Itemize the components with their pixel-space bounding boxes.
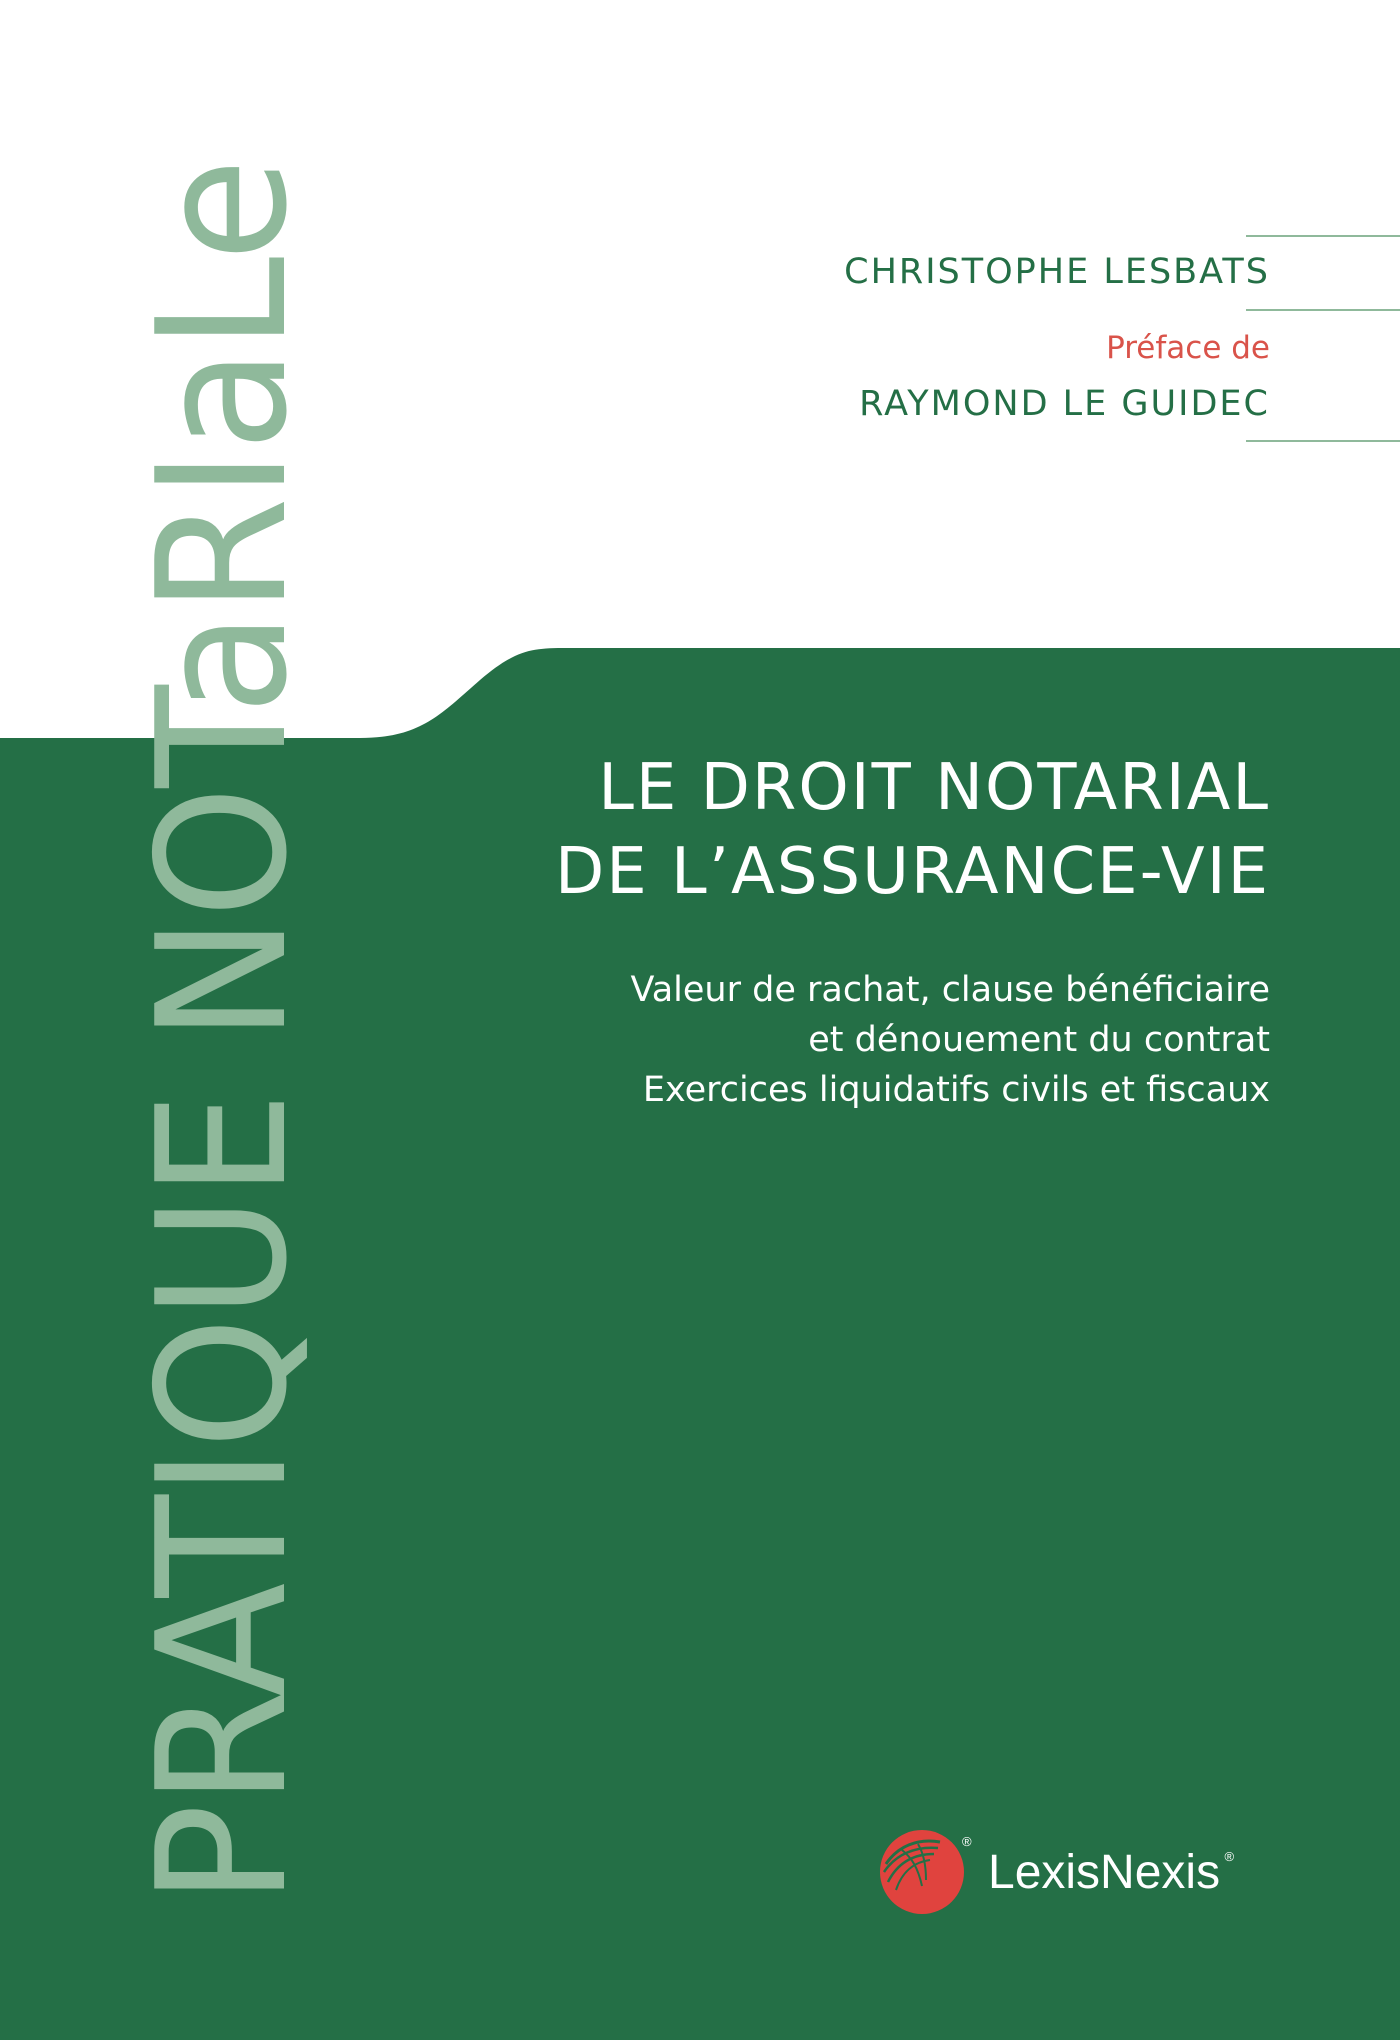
divider-middle — [1246, 309, 1400, 311]
preface-label: Préface de — [1106, 330, 1270, 366]
subtitle-line: Exercices liquidatifs civils et fiscaux — [642, 1070, 1270, 1110]
series-title-text: PRATIQUE NOTaRIaLe — [119, 56, 326, 1905]
preface-author-name: RAYMOND LE GUIDEC — [859, 384, 1270, 424]
publisher-name — [988, 1845, 1235, 1900]
publisher-name-text: LexisNexis — [988, 1845, 1221, 1899]
title-line: LE DROIT NOTARIAL — [598, 751, 1270, 825]
publisher-logo — [878, 1828, 1235, 1916]
subtitle-line: Valeur de rachat, clause bénéficiaire — [630, 970, 1270, 1010]
registered-mark: ® — [1224, 1848, 1235, 1864]
divider-top — [1246, 235, 1400, 237]
book-title — [555, 746, 1270, 914]
divider-bottom — [1246, 440, 1400, 442]
book-subtitle — [631, 965, 1271, 1115]
logo-registered-mark: ® — [962, 1834, 972, 1849]
title-line: DE L’ASSURANCE-VIE — [554, 835, 1270, 909]
subtitle-line: et dénouement du contrat — [808, 1020, 1270, 1060]
lexisnexis-logo-icon — [878, 1828, 966, 1916]
author-name: CHRISTOPHE LESBATS — [844, 252, 1270, 292]
